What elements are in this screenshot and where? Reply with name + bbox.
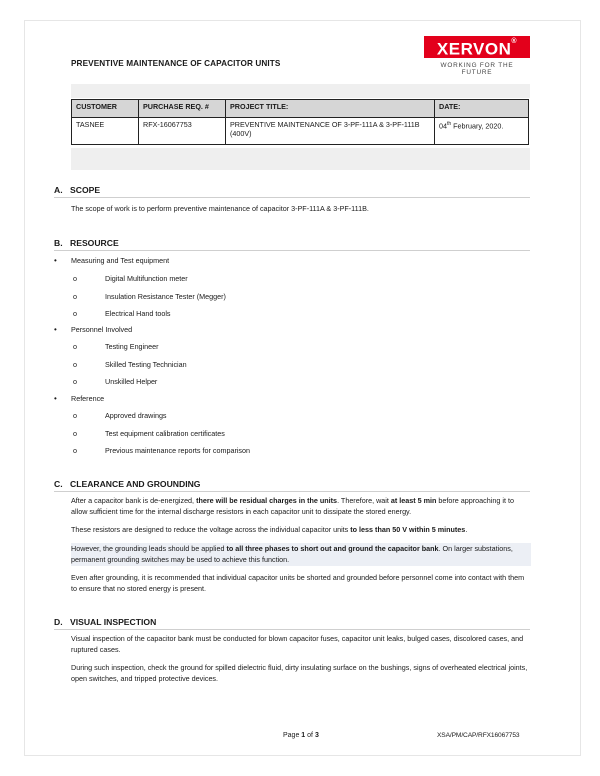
section-title: VISUAL INSPECTION: [70, 617, 157, 627]
text-run: .: [465, 525, 468, 534]
sub-bullet-icon: o: [73, 377, 77, 386]
resource-item: Unskilled Helper: [105, 377, 158, 386]
resource-item: Test equipment calibration certificates: [105, 429, 225, 438]
customer-value: TASNEE: [72, 118, 139, 145]
resource-group-label: Measuring and Test equipment: [71, 256, 170, 265]
text-run: . Therefore, wait: [337, 496, 391, 505]
header-date: DATE:: [435, 100, 529, 118]
header-project-title: PROJECT TITLE:: [226, 100, 435, 118]
section-title: RESOURCE: [70, 238, 119, 248]
header-customer: CUSTOMER: [72, 100, 139, 118]
resource-item: Testing Engineer: [105, 342, 159, 351]
list-item: [73, 292, 226, 301]
list-item: [73, 309, 171, 318]
sub-bullet-icon: o: [73, 342, 77, 351]
section-letter: A.: [54, 185, 63, 195]
bold-run: at least 5 min: [390, 496, 437, 505]
date-rest: February, 2020.: [451, 121, 504, 131]
table-header-row: [72, 100, 529, 118]
section-visual-heading: [54, 617, 156, 627]
bold-run: to all three phases to short out and ground the capacitor bank: [226, 544, 439, 553]
date-value: [435, 118, 529, 145]
resource-item: Previous maintenance reports for comparison: [105, 446, 251, 455]
date-suffix: th: [447, 121, 452, 127]
resource-group-label: Personnel Involved: [71, 325, 133, 334]
purchase-req-value: RFX-16067753: [139, 118, 226, 145]
sub-bullet-icon: o: [73, 411, 77, 420]
clearance-paragraph-2: [71, 525, 531, 536]
table-shade-band: [71, 148, 530, 170]
section-divider: [54, 629, 530, 630]
clearance-paragraph-4: Even after grounding, it is recommended that individual capacitor units be shorted and grounded before personnel come into contact with them to ensure that no stored energy is present.: [71, 573, 525, 593]
bold-run: there will be residual charges in the units: [196, 496, 338, 505]
logo-text: XERVON: [436, 39, 512, 59]
section-letter: B.: [54, 238, 63, 248]
logo-tagline: WORKING FOR THE FUTURE: [440, 62, 514, 76]
section-letter: C.: [54, 479, 63, 489]
list-item: [73, 446, 250, 455]
text-run: After a capacitor bank is de-energized,: [71, 496, 197, 505]
section-clearance-heading: [54, 479, 201, 489]
project-title-value: PREVENTIVE MAINTENANCE OF 3-PF-111A & 3-PF-111B (400V): [226, 118, 435, 145]
document-title: PREVENTIVE MAINTENANCE OF CAPACITOR UNITS: [71, 59, 281, 68]
visual-paragraph-1: Visual inspection of the capacitor bank must be conducted for blown capacitor fuses, capacitor unit leaks, bulged cases, discolored cases, and ruptured cases.: [71, 634, 524, 654]
list-item: [73, 377, 157, 386]
sub-bullet-icon: o: [73, 274, 77, 283]
resource-group-label: Reference: [71, 394, 105, 403]
list-item: [73, 342, 159, 351]
bold-run: to less than 50 V within 5 minutes: [350, 525, 466, 534]
page-prefix: Page: [283, 732, 302, 739]
section-letter: D.: [54, 617, 63, 627]
text-run: These resistors are designed to reduce the voltage across the individual capacitor units: [71, 525, 351, 534]
project-info-table: [71, 99, 529, 145]
table-row: [72, 118, 529, 145]
document-reference: XSA/PM/CAP/RFX16067753: [437, 732, 520, 739]
sub-bullet-icon: o: [73, 429, 77, 438]
list-item: [73, 360, 187, 369]
list-item: [73, 411, 167, 420]
resource-item: Insulation Resistance Tester (Megger): [105, 292, 226, 301]
visual-paragraph-2: During such inspection, check the ground for spilled dielectric fluid, dirty insulating surface on the bushings, signs of overheated electrical joints, open switches, and tripped protective devices.: [71, 663, 528, 683]
section-resource-heading: [54, 238, 119, 248]
bullet-icon: •: [54, 256, 57, 265]
section-divider: [54, 491, 530, 492]
sub-bullet-icon: o: [73, 309, 77, 318]
section-scope-heading: [54, 185, 100, 195]
section-divider: [54, 197, 530, 198]
header-shade-band: [71, 84, 530, 98]
section-divider: [54, 250, 530, 251]
resource-item: Approved drawings: [105, 411, 167, 420]
list-item: [73, 274, 188, 283]
resource-item: Electrical Hand tools: [105, 309, 171, 318]
page-of: of: [305, 732, 315, 739]
list-item: [73, 429, 225, 438]
text-run: . On larger substations, permanent grounding switches may be used to achieve this function.: [71, 544, 513, 564]
sub-bullet-icon: o: [73, 446, 77, 455]
section-title: CLEARANCE AND GROUNDING: [70, 479, 201, 489]
resource-item: Digital Multifunction meter: [105, 274, 188, 283]
list-item: [54, 256, 169, 265]
date-day: 04: [439, 121, 447, 131]
header-purchase-req: PURCHASE REQ. #: [139, 100, 226, 118]
xervon-logo: [424, 36, 530, 58]
total-pages: 3: [314, 732, 319, 739]
text-run: before approaching it to allow sufficient time for the internal discharge resistors in each capacitor unit to dissipate the stored energy.: [71, 496, 514, 516]
page-number: [283, 732, 319, 739]
list-item: [54, 394, 104, 403]
text-run: However, the grounding leads should be applied: [71, 544, 227, 553]
bullet-icon: •: [54, 325, 57, 334]
section-title: SCOPE: [70, 185, 101, 195]
sub-bullet-icon: o: [73, 360, 77, 369]
clearance-paragraph-1: [71, 496, 531, 517]
current-page: 1: [301, 732, 306, 739]
bullet-icon: •: [54, 394, 57, 403]
resource-item: Skilled Testing Technician: [105, 360, 187, 369]
registered-mark: ®: [511, 38, 518, 45]
list-item: [54, 325, 132, 334]
sub-bullet-icon: o: [73, 292, 77, 301]
scope-text: The scope of work is to perform preventive maintenance of capacitor 3-PF-111A & 3-PF-111B.: [71, 204, 369, 213]
clearance-paragraph-3: [71, 543, 531, 566]
